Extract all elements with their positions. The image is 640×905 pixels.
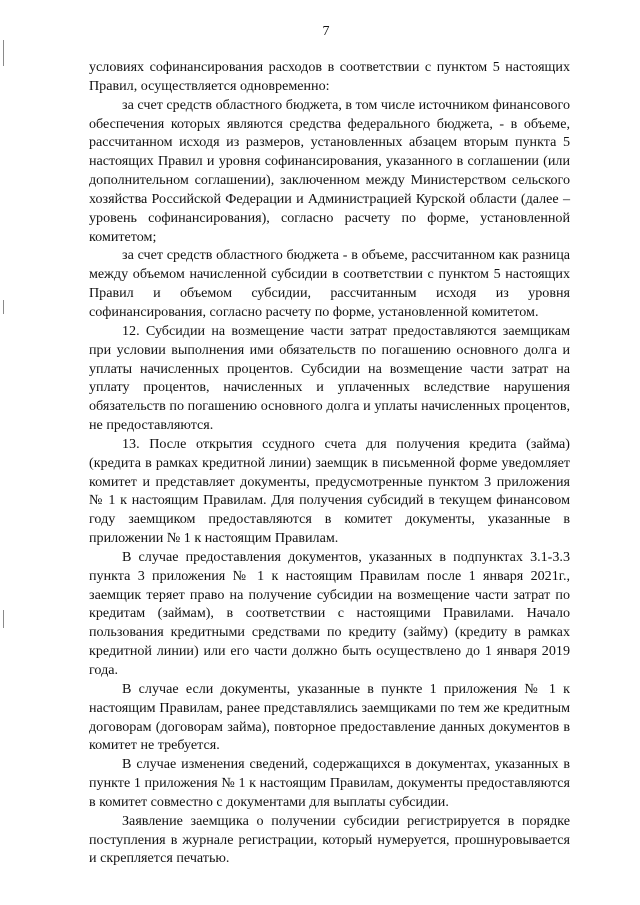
paragraph-regional-federal-funds: за счет средств областного бюджета, в том числе источником финансового обеспечения которых являются средства федерального бюджета, - в объеме, рассчитанном исходя из размеров, установленных абзацем вторым пункта 5 настоящих Правил и уровня софинансирования, указанного в соглашении (или дополнительном соглашении), заключенном между Министерством сельского хозяйства Российской Федерации и Администрацией Курской области (далее – уровень софинансирования), согласно расчету по форме, установленной комитетом; (89, 96, 570, 245)
scan-edge-mark (3, 610, 4, 628)
scan-edge-mark (3, 300, 4, 314)
paragraph-registration: Заявление заемщика о получении субсидии регистрируется в порядке поступления в журнале регистрации, который нумеруется, прошнуровывается и скрепляется печатью. (89, 812, 570, 867)
page-number: 7 (322, 24, 330, 39)
paragraph-repeat-documents: В случае если документы, указанные в пункте 1 приложения № 1 к настоящим Правилам, ранее представлялись заемщиками по тем же кредитным договорам (договорам займа), повторное предоставление данных документов в комитет не требуется. (89, 680, 570, 754)
paragraph-clause-12: 12. Субсидии на возмещение части затрат предоставляются заемщикам при условии выполнения ими обязательств по погашению основного долга и уплаты начисленных процентов. Субсидии на возмещение части затрат на уплату процентов, начисленных и уплаченных вследствие нарушения обязательств по погашению основного долга и уплаты начисленных процентов, не предоставляются. (89, 322, 570, 434)
document-body (89, 58, 570, 868)
scan-edge-mark (3, 40, 4, 66)
paragraph-regional-funds: за счет средств областного бюджета - в объеме, рассчитанном как разница между объемом начисленной субсидии в соответствии с пунктом 5 настоящих Правил и объемом субсидии, рассчитанным исходя из уровня софинансирования, согласно расчету по форме, установленной комитетом. (89, 247, 570, 320)
paragraph-deadline: В случае предоставления документов, указанных в подпунктах 3.1-3.3 пункта 3 приложения № 1 к настоящим Правилам после 1 января 2021г., заемщик теряет право на получение субсидии на возмещение части затрат по кредитам (займам), в соответствии с настоящими Правилами. Начало пользования кредитными средствами по кредиту (займу) (кредиту в рамках кредитной линии) или его части должно быть осуществлено до 1 января 2019 года. (89, 548, 570, 678)
paragraph-changed-info: В случае изменения сведений, содержащихся в документах, указанных в пункте 1 приложения № 1 к настоящим Правилам, документы предоставляются в комитет совместно с документами для выплаты субсидии. (89, 756, 570, 810)
paragraph-clause-13: 13. После открытия ссудного счета для получения кредита (займа) (кредита в рамках кредитной линии) заемщик в письменной форме уведомляет комитет и представляет документы, предусмотренные пунктом 3 приложения № 1 к настоящим Правилам. Для получения субсидий в текущем финансовом году заемщиком предоставляются в комитет документы, указанные в приложении № 1 к настоящим Правилам. (89, 435, 570, 547)
paragraph-continuation: условиях софинансирования расходов в соответствии с пунктом 5 настоящих Правил, осуществляется одновременно: (89, 59, 570, 94)
